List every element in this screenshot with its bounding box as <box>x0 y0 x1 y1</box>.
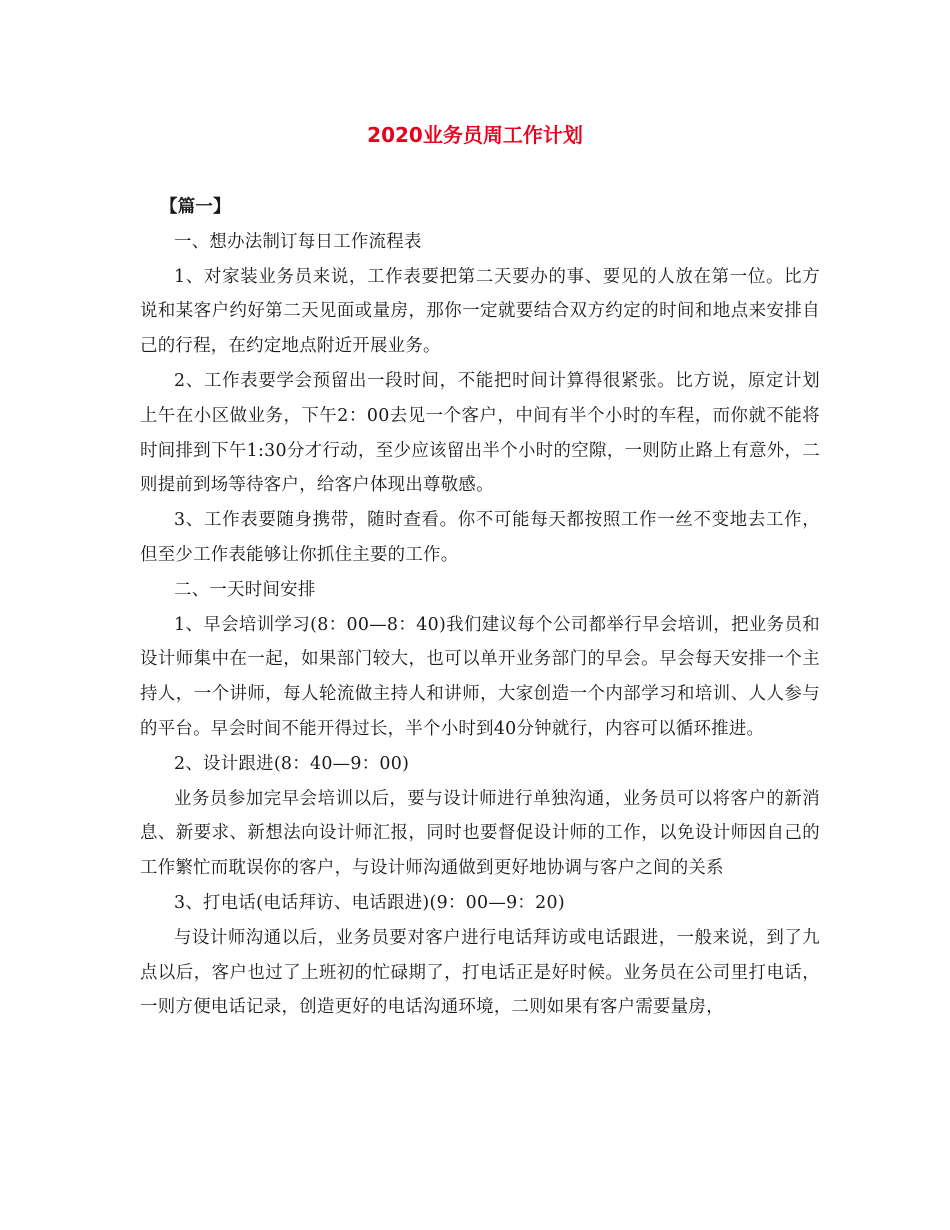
paragraph-1: 1、对家装业务员来说，工作表要把第二天要办的事、要见的人放在第一位。比方说和某客户约好第二天见面或量房，那你一定就要结合双方约定的时间和地点来安排自己的行程，在约定地点附近开展业务。 <box>140 266 820 357</box>
paragraph-8: 与设计师沟通以后，业务员要对客户进行电话拜访或电话跟进，一般来说，到了九点以后，客户也过了上班初的忙碌期了，打电话正是好时候。业务员在公司里打电话，一则方便电话记录，创造更好的电话沟通环境，二则如果有客户需要量房， <box>140 927 820 1018</box>
document-body <box>140 190 820 1025</box>
document-title: 2020业务员周工作计划 <box>367 123 583 147</box>
paragraph-5: 2、设计跟进(8：40—9：00) <box>174 753 410 774</box>
subheading-1: 一、想办法制订每日工作流程表 <box>174 231 422 252</box>
section-heading: 【篇一】 <box>160 197 231 217</box>
paragraph-2: 2、工作表要学会预留出一段时间，不能把时间计算得很紧张。比方说，原定计划上午在小区做业务，下午2：00去见一个客户，中间有半个小时的车程，而你就不能将时间排到下午1:30分才行动，至少应该留出半个小时的空隙，一则防止路上有意外，二则提前到场等待客户，给客户体现出尊敬感。 <box>140 370 820 496</box>
paragraph-4: 1、早会培训学习(8：00—8：40)我们建议每个公司都举行早会培训，把业务员和设计师集中在一起，如果部门较大，也可以单开业务部门的早会。早会每天安排一个主持人，一个讲师，每人轮流做主持人和讲师，大家创造一个内部学习和培训、人人参与的平台。早会时间不能开得过长，半个小时到40分钟就行，内容可以循环推进。 <box>140 614 820 739</box>
paragraph-3: 3、工作表要随身携带，随时查看。你不可能每天都按照工作一丝不变地去工作，但至少工作表能够让你抓住主要的工作。 <box>140 510 820 565</box>
paragraph-6: 业务员参加完早会培训以后，要与设计师进行单独沟通，业务员可以将客户的新消息、新要求、新想法向设计师汇报，同时也要督促设计师的工作，以免设计师因自己的工作繁忙而耽误你的客户，与设计师沟通做到更好地协调与客户之间的关系 <box>140 788 820 879</box>
paragraph-7: 3、打电话(电话拜访、电话跟进)(9：00—9：20) <box>174 892 565 913</box>
subheading-2: 二、一天时间安排 <box>174 579 316 600</box>
